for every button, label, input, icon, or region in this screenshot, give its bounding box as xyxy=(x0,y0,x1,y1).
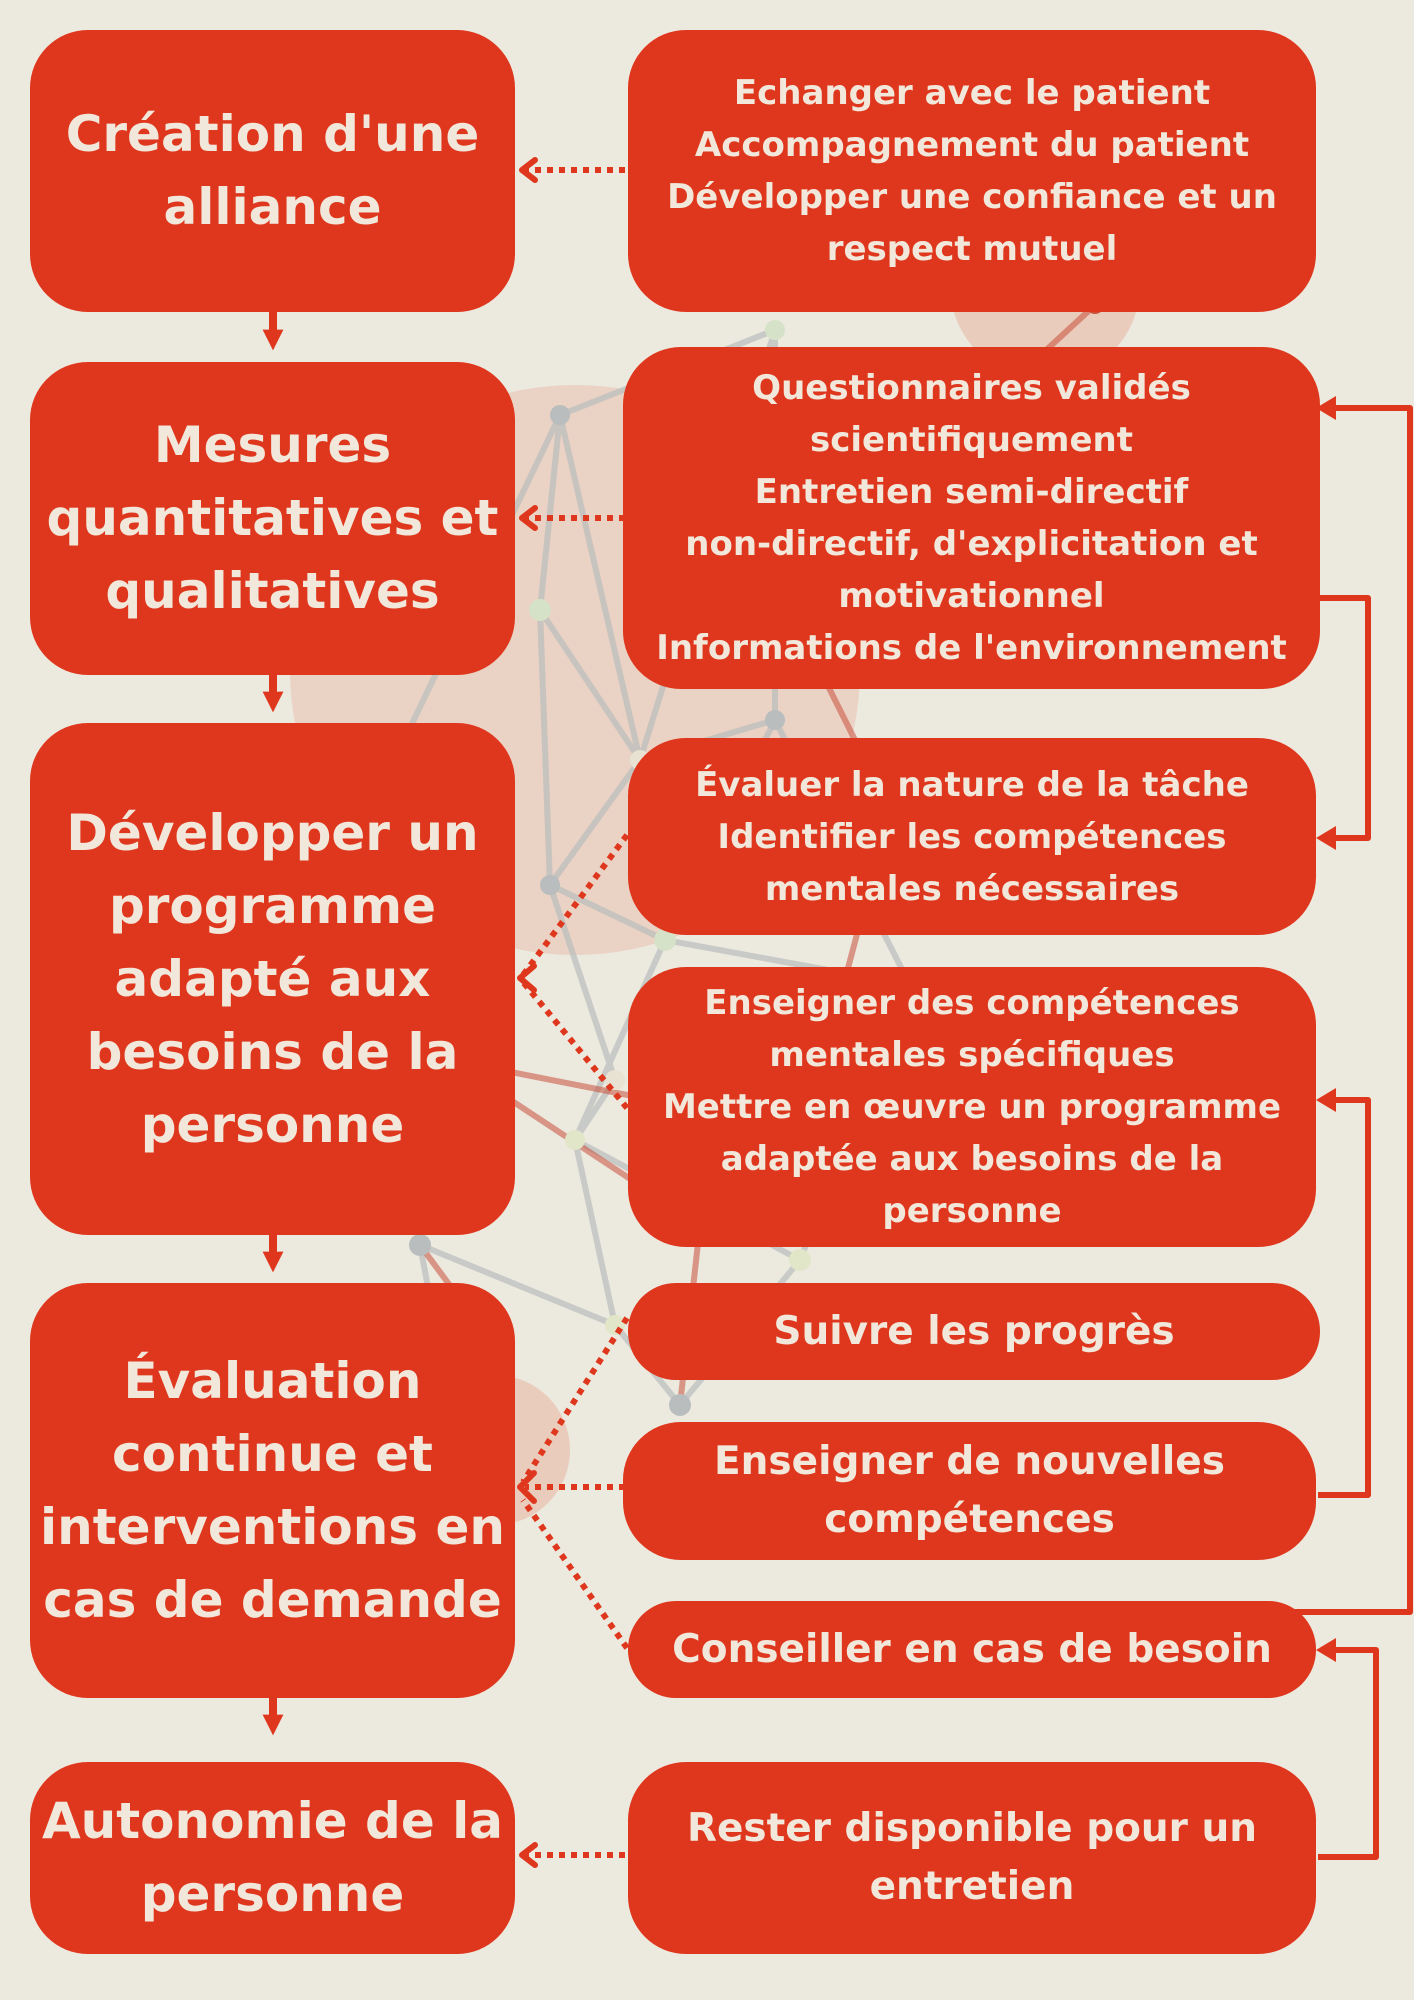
action-text-line: Suivre les progrès xyxy=(773,1308,1175,1354)
action-text-line: scientifiquement xyxy=(810,420,1133,460)
action-text-line: Accompagnement du patient xyxy=(694,125,1250,165)
step-text-line: programme xyxy=(108,876,437,935)
step-evaluation-continue xyxy=(30,1283,515,1698)
action-rester-disponible xyxy=(628,1762,1316,1954)
dotted-link-heads xyxy=(520,160,535,1865)
action-text-line: Echanger avec le patient xyxy=(733,73,1211,113)
step-text-line: personne xyxy=(140,1095,405,1154)
link-action4-step3 xyxy=(523,982,627,1108)
step-mesures xyxy=(30,362,515,675)
action-text-line: motivationnel xyxy=(838,576,1105,616)
step-text-line: alliance xyxy=(163,178,382,236)
action-text-line: Informations de l'environnement xyxy=(656,628,1287,668)
step-developper-programme xyxy=(30,723,515,1235)
action-conseiller xyxy=(628,1601,1316,1698)
step-text-line: Évaluation xyxy=(123,1351,422,1410)
action-suivre-progres xyxy=(628,1283,1320,1380)
step-text-line: Autonomie de la xyxy=(41,1792,504,1850)
step-text-line: Mesures xyxy=(153,416,392,474)
action-text-line: personne xyxy=(882,1191,1062,1231)
loop-action8-action7 xyxy=(1318,1650,1376,1857)
action-text-line: adaptée aux besoins de la xyxy=(720,1139,1224,1179)
link-action3-step3 xyxy=(523,835,627,975)
action-text-line: Conseiller en cas de besoin xyxy=(672,1626,1272,1672)
step-autonomie xyxy=(30,1762,515,1954)
dotted-links xyxy=(523,170,627,1855)
loop-action6-action4 xyxy=(1318,1100,1368,1495)
action-text-line: Mettre en œuvre un programme xyxy=(662,1087,1282,1127)
action-text-line: Identifier les compétences xyxy=(717,816,1227,857)
step-text-line: besoins de la xyxy=(86,1022,459,1081)
link-action7-step4 xyxy=(523,1500,627,1648)
action-evaluer-tache xyxy=(628,738,1316,935)
step-text-line: Développer un xyxy=(66,803,479,862)
step-creation-alliance xyxy=(30,30,515,312)
action-text-line: mentales spécifiques xyxy=(769,1035,1175,1075)
action-text-line: Enseigner des compétences xyxy=(704,983,1240,1023)
action-text-line: non-directif, d'explicitation et xyxy=(685,524,1258,564)
action-text-line: respect mutuel xyxy=(826,229,1118,269)
action-text-line: Rester disponible pour un xyxy=(686,1806,1258,1851)
action-text-line: Développer une confiance et un xyxy=(667,177,1277,217)
action-text-line: Enseigner de nouvelles xyxy=(714,1439,1225,1484)
action-text-line: Entretien semi-directif xyxy=(754,472,1189,512)
step-text-line: quantitatives et xyxy=(46,489,499,547)
action-enseigner-competences xyxy=(628,967,1316,1247)
link-action5-step4 xyxy=(523,1318,627,1482)
step-text-line: continue et xyxy=(112,1424,433,1483)
action-nouvelles-competences xyxy=(623,1422,1316,1560)
step-text-line: qualitatives xyxy=(105,562,440,620)
action-text-line: Évaluer la nature de la tâche xyxy=(695,764,1249,805)
action-questionnaires xyxy=(623,347,1320,689)
action-text-line: compétences xyxy=(824,1497,1115,1542)
step-text-line: personne xyxy=(140,1865,405,1923)
step-text-line: adapté aux xyxy=(114,949,431,1008)
action-text-line: entretien xyxy=(869,1864,1075,1909)
step-text-line: cas de demande xyxy=(43,1570,502,1629)
loop-action2-action3 xyxy=(1318,598,1368,838)
action-text-line: Questionnaires validés xyxy=(752,368,1191,408)
action-echanger xyxy=(628,30,1316,312)
step-text-line: interventions en xyxy=(40,1497,505,1556)
action-text-line: mentales nécessaires xyxy=(764,868,1180,909)
step-text-line: Création d'une xyxy=(65,105,480,163)
